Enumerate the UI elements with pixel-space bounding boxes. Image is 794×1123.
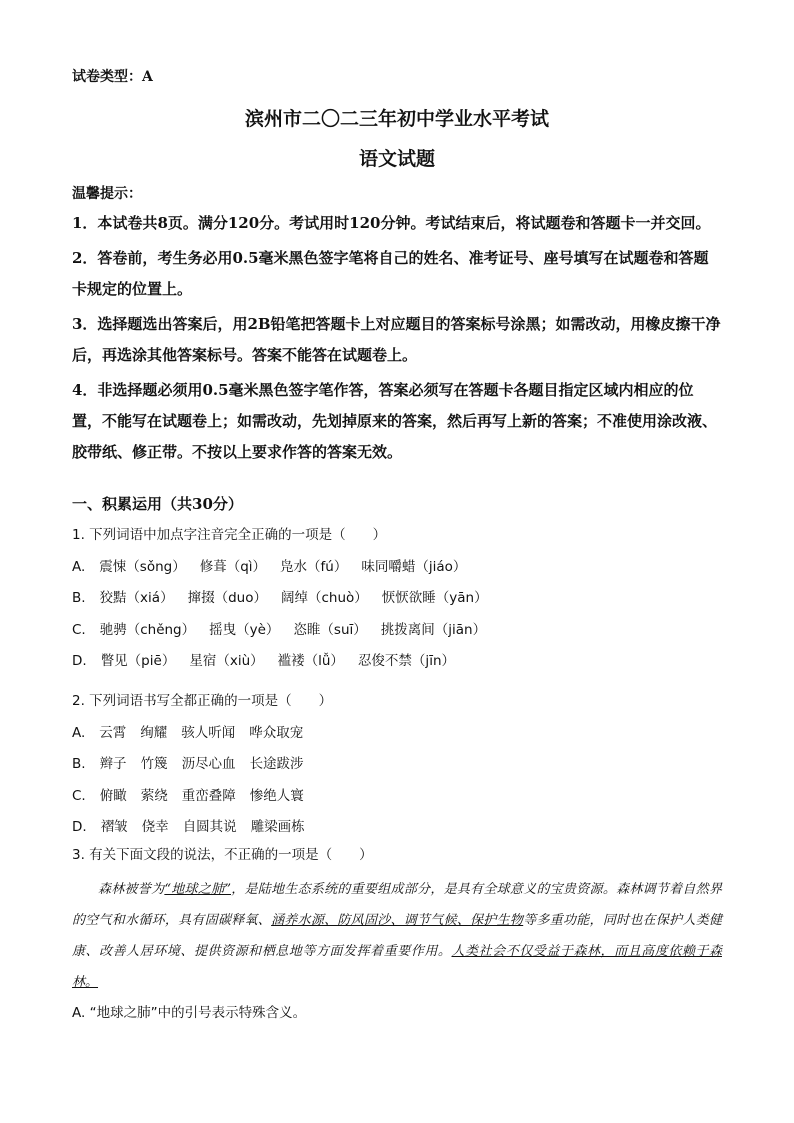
passage-text: 等多重功能，同时也在保护人类健康、改善人居环境、提供资源和栖息地等方面发挥着重要作用。 xyxy=(72,913,722,959)
option-word: 萦绕 xyxy=(140,787,168,804)
option-word: 雕梁画栋 xyxy=(250,819,305,835)
option-word: 云霄 xyxy=(99,724,127,741)
tip-item: 3．选择题选出答案后，用2B铅笔把答题卡上对应题目的答案标号涂黑；如需改动，用橡皮擦干净后，再选涂其他答案标号。答案不能答在试题卷上。 xyxy=(72,315,721,364)
tip-item: 1．本试卷共8页。满分120分。考试用时120分钟。考试结束后，将试题卷和答题卡一并交回。 xyxy=(72,214,711,232)
option-b xyxy=(72,749,722,781)
option-word: 星宿（xiù） xyxy=(189,653,264,669)
question-2 xyxy=(72,686,722,844)
option-word: 俯瞰 xyxy=(99,787,127,804)
passage-underlined: 涵养水源、防风固沙、调节气候、保护生物 xyxy=(271,913,524,928)
tip-item: 2．答卷前，考生务必用0.5毫米黑色签字笔将自己的姓名、准考证号、座号填写在试题卷和答题卡规定的位置上。 xyxy=(72,249,709,298)
option-label: B. xyxy=(72,590,86,606)
option-d xyxy=(72,812,722,844)
q3-option-a: A. “地球之肺”中的引号表示特殊含义。 xyxy=(72,1005,307,1021)
option-word: 凫水（fú） xyxy=(280,558,348,575)
option-word: 自圆其说 xyxy=(182,819,237,835)
passage-text: ，是陆地生态系统的重要组成部分，是具有全球意义的宝贵资源。森林调节着自然界的空气和水循环，具有固碳释氧、 xyxy=(72,882,722,928)
option-word: 狡黠（xiá） xyxy=(99,590,174,606)
option-word: 阔绰（chuò） xyxy=(280,590,368,606)
question-stem: 2. 下列词语书写全都正确的一项是（ ） xyxy=(72,693,333,709)
option-label: C. xyxy=(72,621,86,638)
option-word: 重峦叠障 xyxy=(181,787,236,804)
option-word: 褴褛（lǚ） xyxy=(277,653,344,669)
tips-heading: 温馨提示： xyxy=(72,186,142,202)
passage-quote: “地球之肺” xyxy=(164,882,231,897)
option-word: 侥幸 xyxy=(141,819,169,835)
reading-passage xyxy=(72,874,722,998)
option-word: 驰骋（chěng） xyxy=(99,621,196,638)
option-word: 挑拨离间（jiān） xyxy=(380,621,487,638)
option-word: 哗众取宠 xyxy=(249,724,304,741)
option-c xyxy=(72,781,722,813)
option-word: 恹恹欲睡（yān） xyxy=(381,590,488,606)
option-b xyxy=(72,583,722,615)
option-label: A. xyxy=(72,558,86,575)
option-a xyxy=(72,718,722,750)
tips-list xyxy=(72,208,722,472)
option-label: C. xyxy=(72,787,86,804)
option-word: 辫子 xyxy=(99,756,127,772)
exam-subtitle: 语文试题 xyxy=(358,148,435,170)
question-stem: 3. 有关下面文段的说法，不正确的一项是（ ） xyxy=(72,847,373,863)
option-label: B. xyxy=(72,756,86,772)
option-word: 长途跋涉 xyxy=(249,756,304,772)
option-c xyxy=(72,615,722,647)
option-word: 修葺（qì） xyxy=(199,558,267,575)
option-label: D. xyxy=(72,819,87,835)
option-word: 震悚（sǒng） xyxy=(99,558,186,575)
option-word: 味同嚼蜡（jiáo） xyxy=(361,558,467,575)
question-3 xyxy=(72,840,722,872)
option-word: 摇曳（yè） xyxy=(209,621,280,638)
option-word: 沥尽心血 xyxy=(181,756,236,772)
passage-underlined-last: 人类社会不仅受益于森林，而且高度依赖于森林。 xyxy=(72,944,722,990)
tip-item: 4．非选择题必须用0.5毫米黑色签字笔作答，答案必须写在答题卡各题目指定区域内相应的位置，不能写在试题卷上；如需改动，先划掉原来的答案，然后再写上新的答案；不准使用涂改液、胶带纸、修正带。不按以上要求作答的答案无效。 xyxy=(72,381,718,461)
passage-text: 森林被誉为 xyxy=(98,882,165,897)
exam-title: 滨州市二〇二三年初中学业水平考试 xyxy=(244,108,549,130)
option-d xyxy=(72,646,722,678)
option-word: 竹篾 xyxy=(140,756,168,772)
option-a xyxy=(72,552,722,584)
option-word: 绚耀 xyxy=(140,724,168,741)
option-word: 恣睢（suī） xyxy=(293,621,367,638)
option-label: A. xyxy=(72,724,86,741)
question-1 xyxy=(72,520,722,678)
section-heading: 一、积累运用（共30分） xyxy=(72,495,243,513)
paper-type-label: 试卷类型：A xyxy=(72,69,153,85)
option-label: D. xyxy=(72,653,87,669)
option-word: 瞥见（piē） xyxy=(100,653,176,669)
option-word: 撺掇（duo） xyxy=(187,590,267,606)
option-word: 褶皱 xyxy=(100,819,128,835)
option-word: 惨绝人寰 xyxy=(249,787,304,804)
option-word: 骇人听闻 xyxy=(181,724,236,741)
option-word: 忍俊不禁（jīn） xyxy=(357,653,455,669)
question-stem: 1. 下列词语中加点字注音完全正确的一项是（ ） xyxy=(72,527,387,543)
